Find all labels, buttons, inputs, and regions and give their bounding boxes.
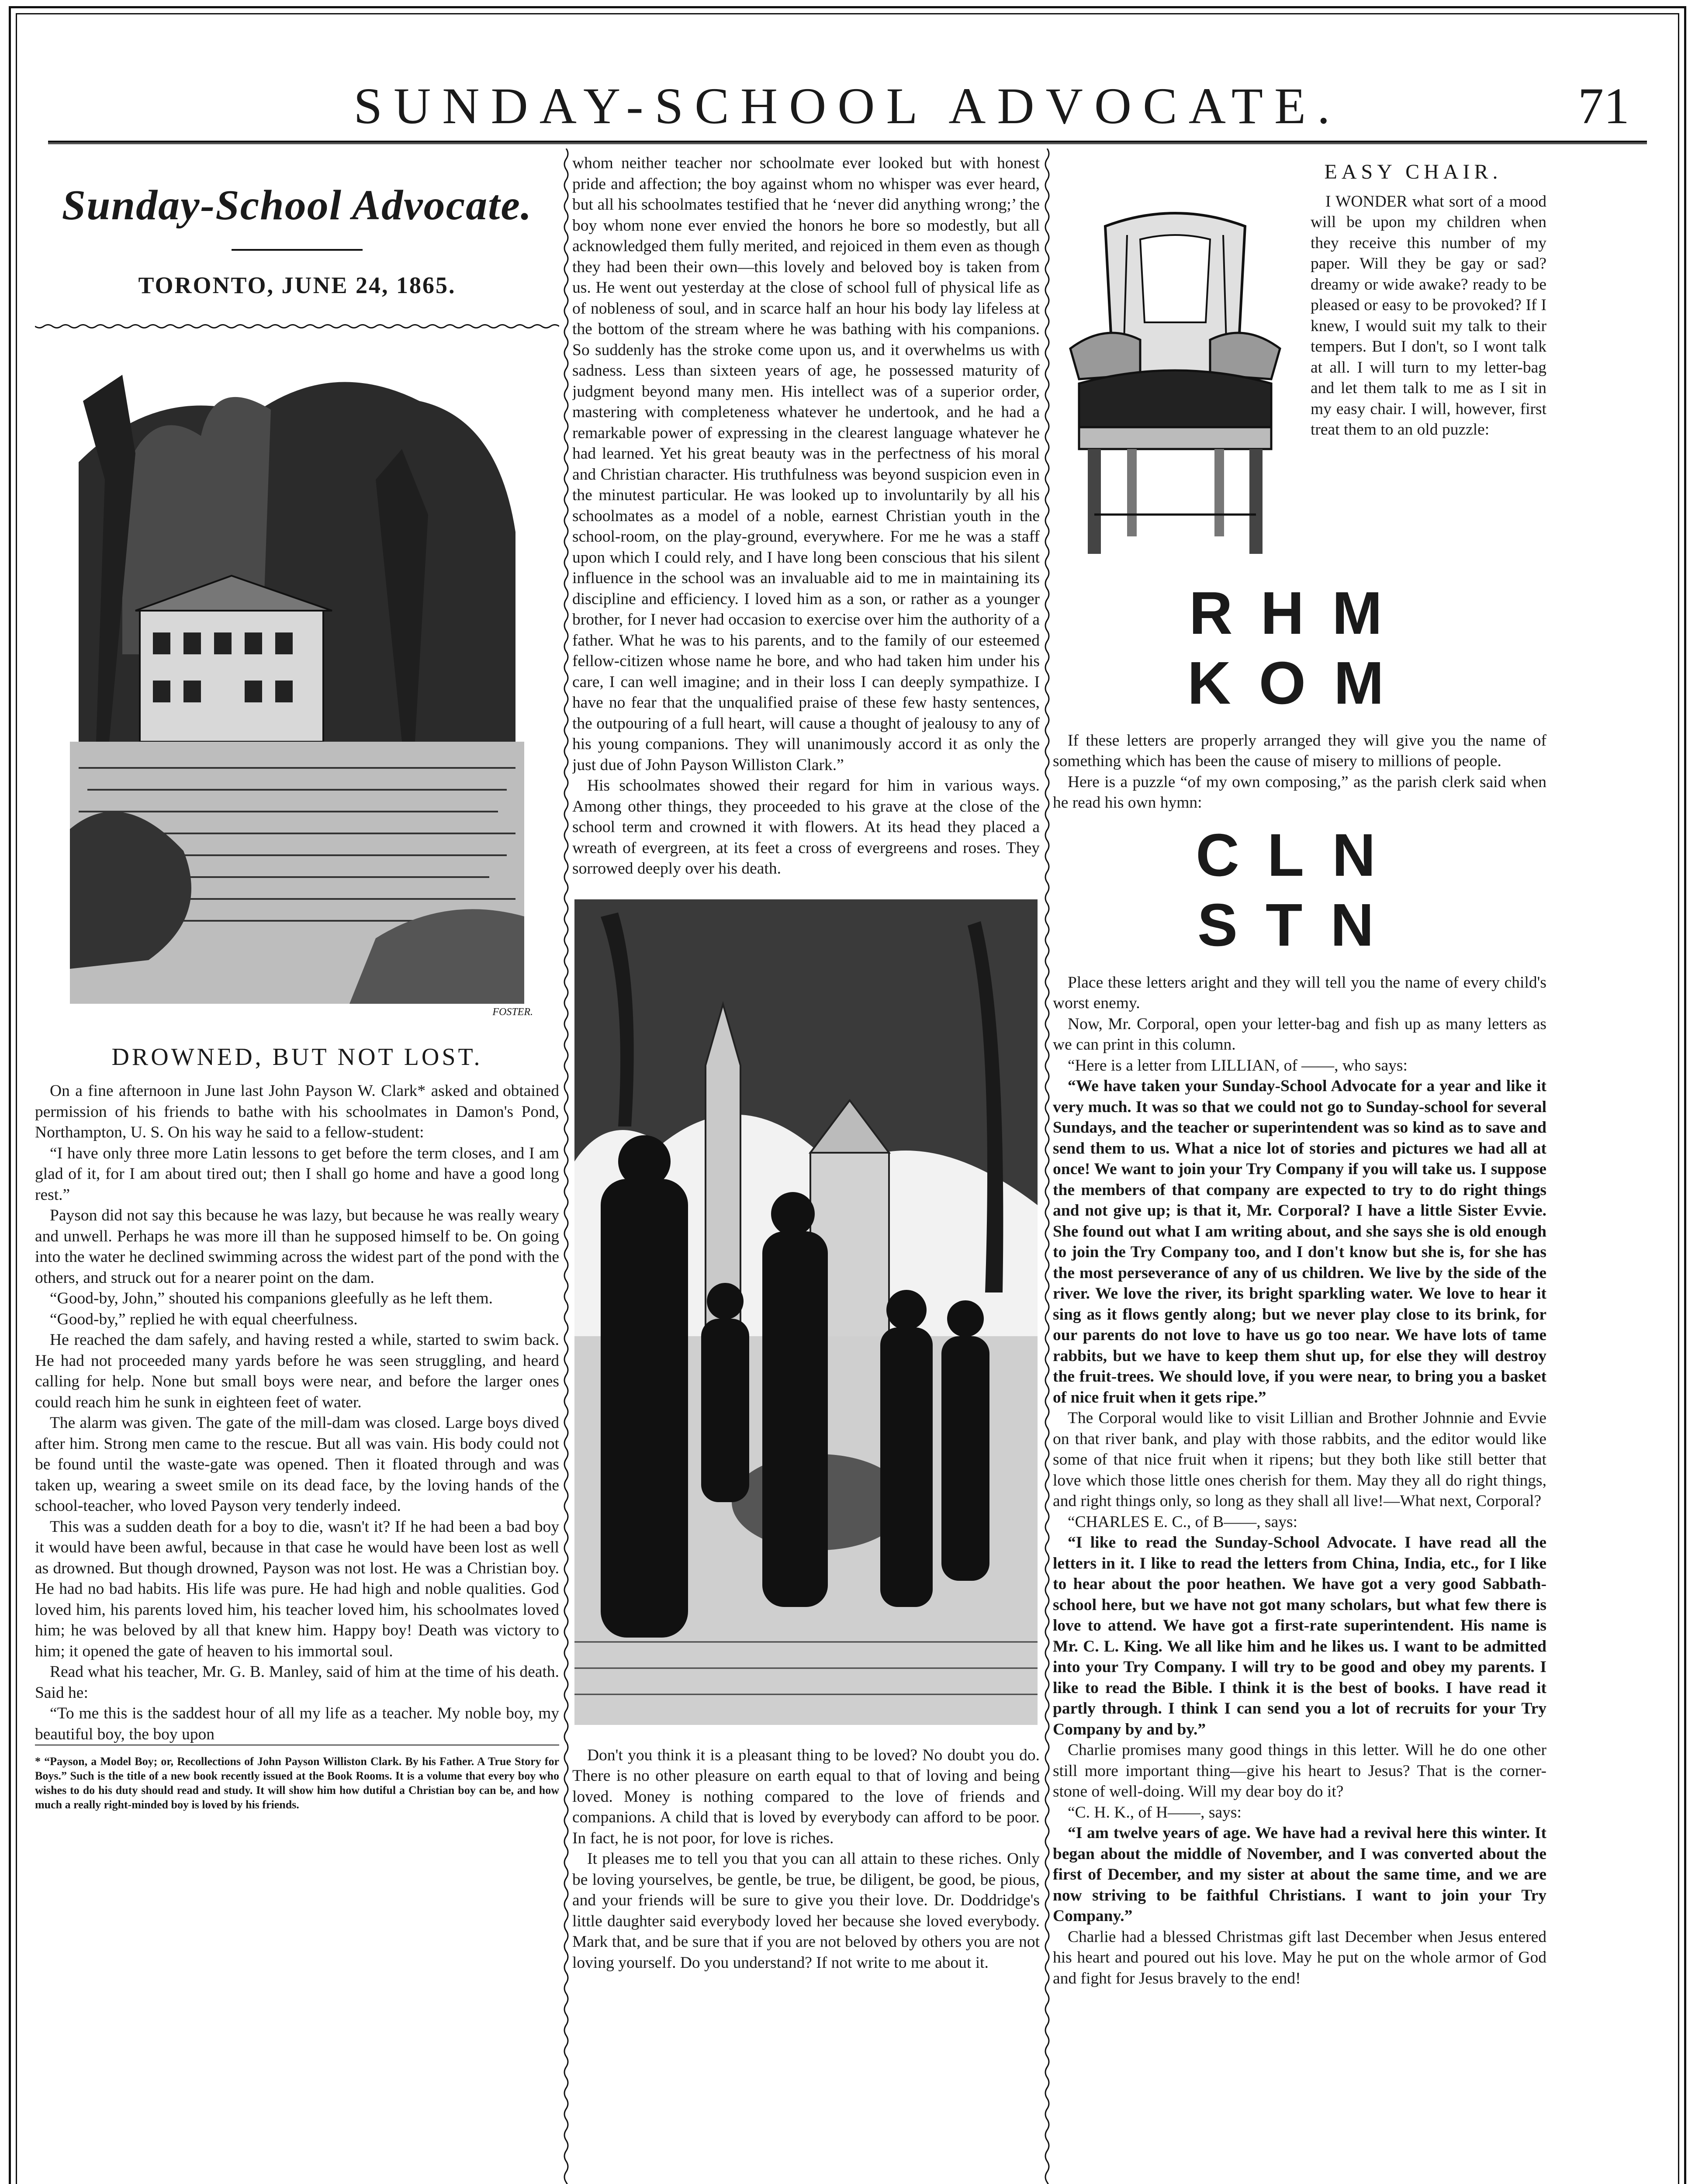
column-2 <box>572 153 1040 2184</box>
article-paragraph: On a fine afternoon in June last John Payson W. Clark* asked and obtained permission of his friends to bathe with his schoolmates in Damon's Pond, Northampton, U. S. On his way he said to a fellow-student: <box>35 1082 559 1141</box>
puzzle-two-intro: Here is a puzzle “of my own composing,” as the parish clerk said when he read his own hymn: <box>1053 773 1546 812</box>
column-paragraph: Now, Mr. Corporal, open your letter-bag and fish up as many letters as we can print in this column. <box>1053 1015 1546 1054</box>
masthead: Sunday-School Advocate. <box>62 182 533 229</box>
article-paragraph: This was a sudden death for a boy to die, wasn't it? If he had been a bad boy it would have been awful, because in that case he would have been lost as well as drowned. But though drowned, Payson was not lost. He was a Christian boy. He had no bad habits. His life was pure. He had high and noble qualities. God loved him, his parents loved him, his teacher loved him, his schoolmates loved him; he was beloved by all that knew him. Happy boy! Death was victory to him; it opened the gate of heaven to his immortal soul. <box>35 1517 559 1660</box>
article-paragraph: It pleases me to tell you that you can all attain to these riches. Only be loving yourselves, be gentle, be true, be diligent, be good, be pious, and your friends will be sure to give you their love. Dr. Doddridge's little daughter said everybody loved her because she loved everybody. Mark that, and be sure that if you are not beloved by others you are not loving yourself. Do you understand? If not write to me about it. <box>572 1850 1040 1972</box>
article-paragraph: “Good-by, John,” shouted his companions gleefully as he left them. <box>50 1289 493 1307</box>
article-paragraph: “Good-by,” replied he with equal cheerfulness. <box>50 1310 358 1328</box>
puzzle-one-line: KOM <box>1187 649 1412 717</box>
column-1 <box>35 153 559 2184</box>
masthead-ornament <box>232 249 363 253</box>
easy-chair-engraving <box>1053 191 1297 567</box>
article-paragraph: Don't you think it is a pleasant thing to be loved? No doubt you do. There is no other pleasure on earth equal to that of loving and being loved. Money is nothing compared to the love of friends and companions. A child that is loved by everybody can afford to be poor. In fact, he is not poor, for love is riches. <box>572 1746 1040 1847</box>
letter-from-lillian: “We have taken your Sunday-School Advocate for a year and like it very much. It was so that we could not go to Sunday-school for several Sundays, and the teacher or superintendent was so kind as to save and send them to us. What a nice lot of stories and pictures we had all at once! We want to join your Try Company if you will take us. I suppose the members of that company are expected to try to do right things and not give up; is that it, Mr. Corporal? I have a little Sister Evvie. She found out what I am writing about, and she says she is old enough to join the Try Company too, and I don't know but she is, for she has the most perseverance of any of us children. We live by the side of the river. We love the river, its bright sparkling water. We love to hear it sing as it flows gently along; but we never play close to its brink, for our parents do not love to have us go too near. We have lots of tame rabbits, but we have to keep them shut up, for else they will destroy the fruit-trees. We should love, if you were near, to bring you a basket of nice fruit when it gets ripe.” <box>1053 1077 1546 1406</box>
puzzle-two <box>1053 820 1546 960</box>
closing-paragraph: Charlie had a blessed Christmas gift last December when Jesus entered his heart and poured out his love. May he put on the whole armor of God and fight for Jesus bravely to the end! <box>1053 1928 1546 1987</box>
easy-chair-intro: I WONDER what sort of a mood will be upon my children when they receive this number of my paper. Will they be gay or sad? dreamy or wide awake? ready to be pleased or easy to be provoked? If I knew, I would suit my talk to their tempers. But I don't, so I wont talk at all. I will turn to my letter-bag and let them talk to me as I sit in my easy chair. I will, however, first treat them to an old puzzle: <box>1311 192 1546 439</box>
column-3 <box>1053 153 1546 2184</box>
puzzle-two-line: CLN <box>1196 821 1404 889</box>
article-paragraph: He reached the dam safely, and having rested a while, started to swim back. He had not proceeded many yards before he was seen struggling, and heard calling for help. None but small boys were near, and before the larger ones could reach him he sunk in eighteen feet of water. <box>35 1331 559 1411</box>
column-paragraph: “C. H. K., of H——, says: <box>1068 1803 1242 1821</box>
wavy-rule <box>35 322 559 330</box>
puzzle-two-line: STN <box>1197 891 1402 959</box>
letter-from-chk: “I am twelve years of age. We have had a revival here this winter. It began about the middle of November, and I was converted about the first of December, and my sister at about the same time, and we are now striving to be faithful Christians. I want to join your Try Company.” <box>1053 1824 1546 1925</box>
column-paragraph: “CHARLES E. C., of B——, says: <box>1068 1513 1298 1531</box>
article-paragraph: “I have only three more Latin lessons to get before the term closes, and I am glad of it, for I am about tired out; then I shall go home and have a good long rest.” <box>35 1144 559 1204</box>
article-paragraph: whom neither teacher nor schoolmate ever looked but with honest pride and affection; the boy against whom no whisper was ever heard, but all his schoolmates testified that he ‘never did anything wrong;’ the boy whom none ever envied the honors he bore so modestly, but all acknowledged them fully merited, and rejoiced in them even as though they had been their own—this lovely and beloved boy is taken from us. He went out yesterday at the close of school full of physical life as of nobleness of soul, and in scarce half an hour his body lay lifeless at the bottom of the stream where he was bathing with his companions. So suddenly has the stroke come upon us, and it overwhelms us with sadness. Less than sixteen years of age, he possessed maturity of judgment beyond many men. His intellect was of a superior order, mastering with completeness whatever he undertook, and he had a remarkable power of expressing in the clearest language whatever he had learned. Yet his great beauty was in the perfectness of his moral and Christian character. His truthfulness was beyond suspicion even in the minutest particular. He was looked up to involuntarily by all his schoolmates as a model of a noble, earnest Christian youth in the school-room, on the play-ground, everywhere. For me he was a staff upon which I could rely, and I have long been conscious that his silent influence in the school was an invaluable aid to me in maintaining its discipline and efficiency. I loved him as a son, or rather as a younger brother, for I never had occasion to exercise over him the authority of a father. What he was to his parents, and to the family of our esteemed fellow-citizen whose name he bore, and who had taken him under his care, I can well imagine; and in their loss I can deeply sympathize. I have no fear that the unqualified praise of these few hasty sentences, the outpouring of a full heart, will cause a thought of jealousy to any of his young companions. They will unanimously accord it as only the just due of John Payson Williston Clark.” <box>572 154 1040 774</box>
mill-pond-engraving <box>70 349 524 1004</box>
puzzle-one-line: RHM <box>1189 579 1411 647</box>
column-paragraph: “Here is a letter from LILLIAN, of ——, who says: <box>1068 1056 1408 1075</box>
page-number: 71 <box>1578 77 1629 135</box>
header-rule <box>48 141 1647 144</box>
article-paragraph: Payson did not say this because he was lazy, but because he was really weary and unwell. Perhaps he was more ill than he supposed himself to be. On going into the water he declined swimming across the widest part of the pond with the others, and struck out for a nearer point on the dam. <box>35 1206 559 1287</box>
running-header-title: SUNDAY-SCHOOL ADVOCATE. <box>353 77 1342 135</box>
puzzle-one <box>1053 578 1546 718</box>
graveside-engraving <box>574 899 1038 1725</box>
article-paragraph: “To me this is the saddest hour of all my life as a teacher. My noble boy, my beautiful boy, the boy upon <box>35 1704 559 1743</box>
article-paragraph: The alarm was given. The gate of the mill-dam was closed. Large boys dived after him. Strong men came to the rescue. But all was vain. His body could not be found until the waste-gate was opened. Then it floated through and was taken up, wearing a sweet smile on its dead face, by the loving hands of the school-teacher, who loved Payson very tenderly indeed. <box>35 1414 559 1515</box>
easy-chair-title: EASY CHAIR. <box>1324 160 1502 183</box>
puzzle-one-text: If these letters are properly arranged they will give you the name of something which has been the cause of misery to millions of people. <box>1053 731 1546 770</box>
dateline: TORONTO, JUNE 24, 1865. <box>138 272 456 298</box>
letter-from-charles: “I like to read the Sunday-School Advocate. I have read all the letters in it. I like to read the letters from China, India, etc., for I like to hear about the poor heathen. We have got a very good Sabbath-school here, but we have not got many scholars, but what few there is love to attend. We have got a first-rate superintendent. His name is Mr. C. L. King. We all like him and he likes us. I want to be admitted into your Try Company. I will try to be good and obey my parents. I like to read the Bible. I think it is the best of books. I have read it partly through. I think I can send you a lot of recruits for your Try Company by and by.” <box>1053 1534 1546 1738</box>
column-paragraph: The Corporal would like to visit Lillian and Brother Johnnie and Evvie on that river bank, and play with those rabbits, and the editor would like some of that nice fruit when it ripens; but they both like still better that love which those little ones cherish for them. May they all do right things, and right things only, so long as they shall all live!—What next, Corporal? <box>1053 1409 1546 1510</box>
column-divider-1 <box>561 149 571 2184</box>
engraver-signature: FOSTER. <box>492 1006 533 1018</box>
article-title: DROWNED, BUT NOT LOST. <box>111 1043 483 1071</box>
footnote: * “Payson, a Model Boy; or, Recollections of John Payson Williston Clark. By his Father. A True Story for Boys.” Such is the title of a new book recently issued at the Book Rooms. It is a volume that every boy who wishes to do his duty should read and study. It will show him how dutiful a Christian boy can be, and how much a really right-minded boy is loved by his friends. <box>35 1745 559 1812</box>
article-paragraph: His schoolmates showed their regard for him in various ways. Among other things, they proceeded to his grave at the close of the school term and crowned it with flowers. At its head they placed a wreath of evergreen, at its feet a cross of evergreens and roses. They sorrowed deeply over his death. <box>572 777 1040 878</box>
puzzle-two-text: Place these letters aright and they will tell you the name of every child's worst enemy. <box>1053 973 1546 1012</box>
column-divider-2 <box>1042 149 1052 2184</box>
article-paragraph: Read what his teacher, Mr. G. B. Manley, said of him at the time of his death. Said he: <box>35 1663 559 1702</box>
column-paragraph: Charlie promises many good things in this letter. Will he do one other still more important thing—give his heart to Jesus? That is the corner-stone of well-doing. Will my dear boy do it? <box>1053 1741 1546 1800</box>
